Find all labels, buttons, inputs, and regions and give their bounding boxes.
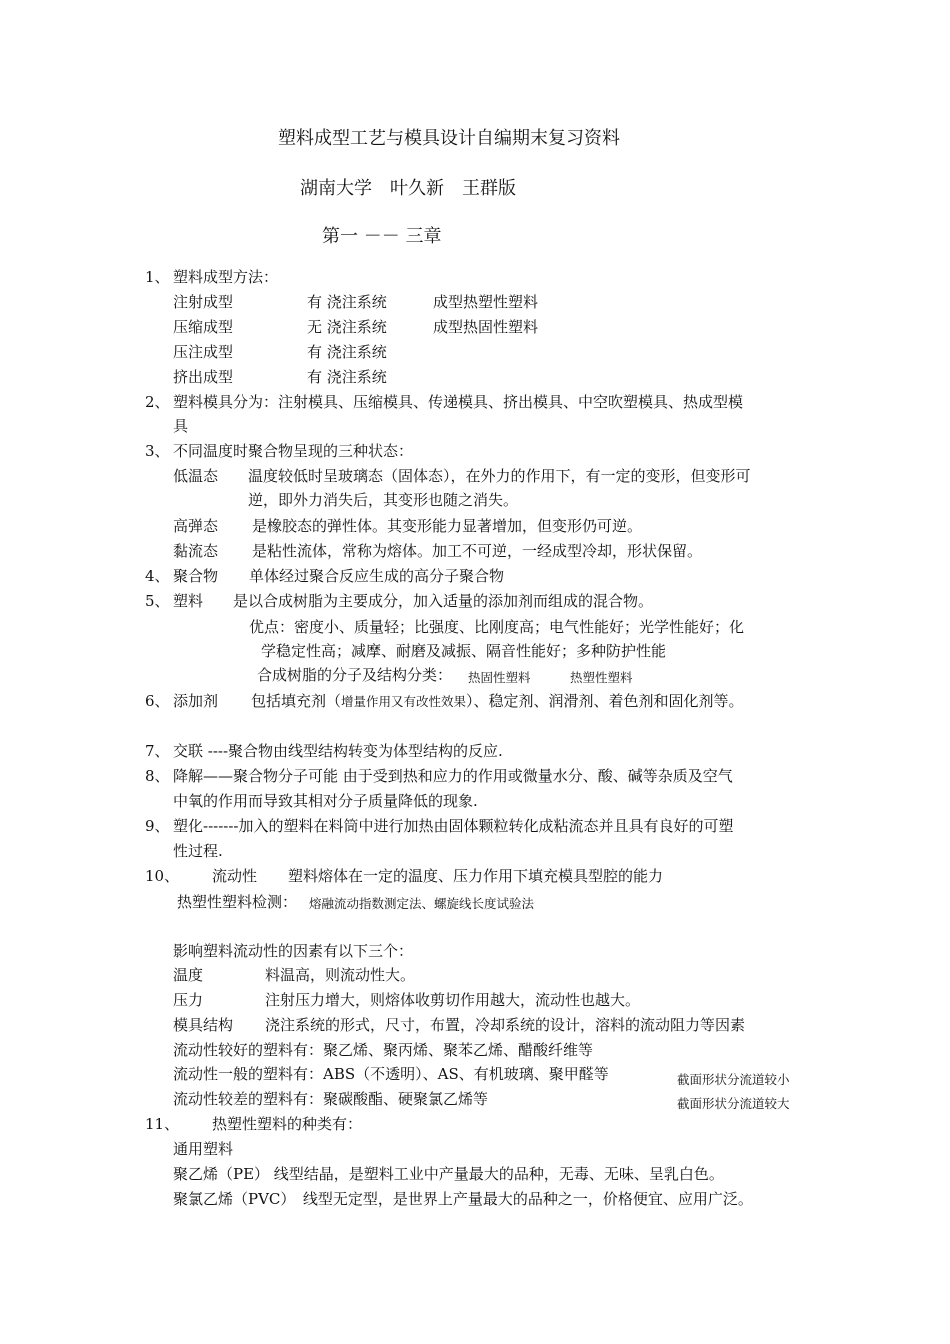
poor-fluidity-list: 流动性较差的塑料有：聚碳酸酯、硬聚氯乙烯等 [173, 1090, 489, 1108]
method-material: 成型热固性塑料 [433, 318, 539, 336]
chapter-heading: 第一 －－ 三章 [322, 226, 442, 247]
section-heading: 热塑性塑料的种类有： [212, 1115, 363, 1133]
pe-description: 聚乙烯（PE） 线型结晶，是塑料工业中产量最大的品种，无毒、无味、呈乳白色。 [173, 1165, 724, 1183]
section-number: 4、 [145, 567, 170, 585]
factor-term: 温度 [173, 966, 204, 984]
method-gating: 有 浇注系统 [307, 368, 387, 386]
additives-text: 包括填充剂（ [251, 692, 342, 710]
state-definition: 是橡胶态的弹性体。其变形能力显著增加，但变形仍可逆。 [252, 517, 643, 535]
doc-title: 塑料成型工艺与模具设计自编期末复习资料 [278, 128, 620, 149]
state-definition-continued: 逆，即外力消失后，其变形也随之消失。 [248, 491, 519, 509]
additives-text-rest: ）、稳定剂、润滑剂、着色剂和固化剂等。 [466, 692, 744, 710]
definition: 是以合成树脂为主要成分，加入适量的添加剂而组成的混合物。 [233, 592, 654, 610]
plasticizing-continued: 性过程. [173, 842, 223, 860]
classification-label: 合成树脂的分子及结构分类： [257, 666, 453, 684]
section-heading: 不同温度时聚合物呈现的三种状态： [173, 442, 414, 460]
mold-types-line: 塑料模具分为：注射模具、压缩模具、传递模具、挤出模具、中空吹塑模具、热成型模 [173, 393, 744, 411]
degradation-continued: 中氧的作用而导致其相对分子质量降低的现象. [173, 792, 478, 810]
state-term: 低温态 [173, 467, 219, 485]
method-gating: 无 浇注系统 [307, 318, 387, 336]
additives-note: 增量作用又有改性效果 [341, 694, 467, 709]
factor-definition: 注射压力增大，则熔体收剪切作用越大，流动性也越大。 [265, 991, 641, 1009]
pvc-description: 聚氯乙烯（PVC） 线型无定型，是世界上产量最大的品种之一，价格便宜、应用广泛。 [173, 1190, 753, 1208]
section-number: 5、 [145, 592, 170, 610]
mold-types-continued: 具 [173, 417, 189, 435]
method-gating: 有 浇注系统 [307, 343, 387, 361]
factor-definition: 料温高，则流动性大。 [265, 966, 416, 984]
term: 聚合物 [173, 567, 219, 585]
section-number: 11、 [145, 1115, 180, 1133]
section-number: 1、 [145, 268, 170, 286]
section-number: 6、 [145, 692, 170, 710]
advantages-line: 优点：密度小、质量轻；比强度、比刚度高；电气性能好；光学性能好；化 [249, 618, 745, 636]
state-term: 高弹态 [173, 517, 219, 535]
section-number: 2、 [145, 393, 170, 411]
section-number: 8、 [145, 767, 170, 785]
factor-definition: 浇注系统的形式，尺寸，布置，冷却系统的设计，溶料的流动阻力等因素 [265, 1016, 746, 1034]
section-number: 7、 [145, 742, 170, 760]
term: 添加剂 [173, 692, 219, 710]
method-name: 压注成型 [173, 343, 234, 361]
state-definition: 是粘性流体，常称为熔体。加工不可逆，一经成型冷却，形状保留。 [252, 542, 703, 560]
method-name: 压缩成型 [173, 318, 234, 336]
section-number: 10、 [145, 867, 180, 885]
definition: 单体经过聚合反应生成的高分子聚合物 [249, 567, 505, 585]
degradation-definition: 降解——聚合物分子可能 由于受到热和应力的作用或微量水分、酸、碱等杂质及空气 [173, 767, 733, 785]
average-fluidity-list: 流动性一般的塑料有：ABS（不透明）、AS、有机玻璃、聚甲醛等 [173, 1065, 609, 1083]
advantages-continued: 学稳定性高；减摩、耐磨及减振、隔音性能好；多种防护性能 [261, 642, 667, 660]
method-material: 成型热塑性塑料 [433, 293, 539, 311]
method-name: 挤出成型 [173, 368, 234, 386]
factors-heading: 影响塑料流动性的因素有以下三个： [173, 942, 414, 960]
term: 塑料 [173, 592, 204, 610]
good-fluidity-list: 流动性较好的塑料有：聚乙烯、聚丙烯、聚苯乙烯、醋酸纤维等 [173, 1041, 594, 1059]
state-term: 黏流态 [173, 542, 219, 560]
poor-fluidity-note: 截面形状分流道较大 [677, 1096, 790, 1111]
section-number: 3、 [145, 442, 170, 460]
detection-methods: 熔融流动指数测定法、螺旋线长度试验法 [309, 896, 535, 911]
additives-definition [251, 691, 744, 712]
factor-term: 压力 [173, 991, 204, 1009]
subheading-general-plastics: 通用塑料 [173, 1140, 234, 1158]
doc-author: 湖南大学 叶久新 王群版 [300, 178, 516, 199]
fluidity-definition: 塑料熔体在一定的温度、压力作用下填充模具型腔的能力 [288, 867, 664, 885]
factor-term: 模具结构 [173, 1016, 234, 1034]
term: 流动性 [212, 867, 258, 885]
section-heading: 塑料成型方法： [173, 268, 279, 286]
crosslink-definition: 交联 ----聚合物由线型结构转变为体型结构的反应. [173, 742, 503, 760]
section-number: 9、 [145, 817, 170, 835]
method-name: 注射成型 [173, 293, 234, 311]
classification-thermoset: 热固性塑料 [468, 670, 531, 685]
average-fluidity-note: 截面形状分流道较小 [677, 1072, 790, 1087]
method-gating: 有 浇注系统 [307, 293, 387, 311]
state-definition: 温度较低时呈玻璃态（固体态），在外力的作用下，有一定的变形，但变形可 [248, 467, 751, 485]
classification-thermoplastic: 热塑性塑料 [570, 670, 633, 685]
plasticizing-definition: 塑化-------加入的塑料在料筒中进行加热由固体颗粒转化成粘流态并且具有良好的可塑 [173, 817, 734, 835]
detection-label: 热塑性塑料检测： [177, 893, 298, 911]
